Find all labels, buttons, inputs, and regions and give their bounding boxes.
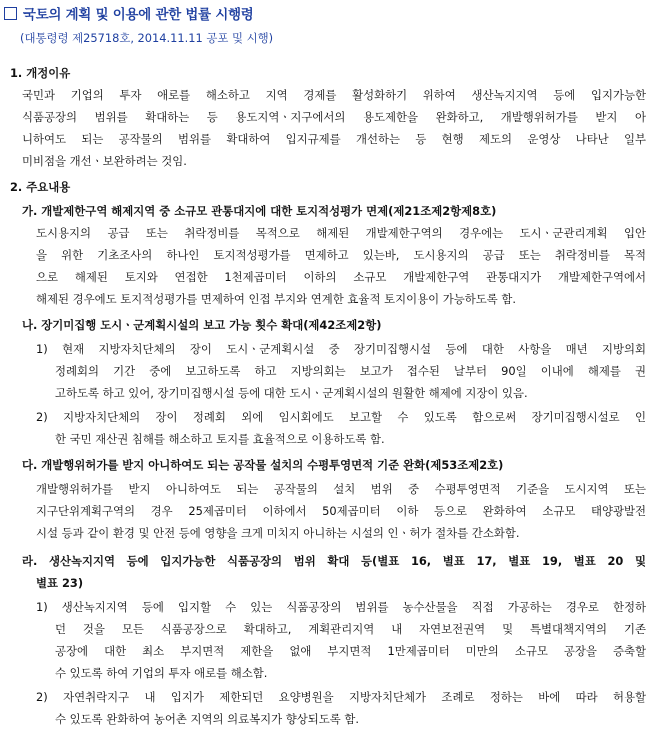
document-title: 국토의 계획 및 이용에 관한 법률 시행령 (23, 8, 254, 23)
list-item-line: 던 것을 모든 식품공장으로 확대하고, 계획관리지역 내 자연보전권역 및 특별대책지역의 기존 (55, 622, 646, 636)
list-item-line: 2) 자연취락지구 내 입지가 제한되던 요양병원을 지방자치단체가 조례로 정하는 바에 따라 허용할 (36, 690, 646, 704)
paragraph-line: 해제된 경우에도 토지적성평가를 면제하여 인접 부지와 연계한 효율적 토지이용이 가능하도록 함. (36, 292, 516, 306)
paragraph-line: 개발행위허가를 받지 아니하여도 되는 공작물의 설치 범위 중 수평투영면적 기준을 도시지역 또는 (36, 482, 646, 496)
subsection-heading-ga: 가. 개발제한구역 해제지역 중 소규모 관통대지에 대한 토지적성평가 면제(제21조제2항제8호) (22, 204, 497, 218)
title-row (4, 4, 254, 23)
paragraph-line: 지구단위계획구역의 경우 25제곱미터 이하에서 50제곱미터 이하 등으로 완화하여 소규모 태양광발전 (36, 504, 646, 518)
paragraph-line: 을 위한 기초조사의 하나인 토지적성평가를 면제하고 있는바, 도시용지의 공급 또는 취락정비를 목적 (36, 248, 646, 262)
paragraph-line: 식품공장의 범위를 확대하는 등 용도지역ㆍ지구에서의 용도제한을 완화하고, 개발행위허가를 받지 아 (22, 110, 646, 124)
list-item-line: 수 있도록 하여 기업의 투자 애로를 해소함. (55, 666, 268, 680)
subsection-heading-na: 나. 장기미집행 도시ㆍ군계획시설의 보고 가능 횟수 확대(제42조제2항) (22, 318, 382, 332)
document-subtitle: (대통령령 제25718호, 2014.11.11 공포 및 시행) (20, 31, 274, 45)
section-heading-reason: 1. 개정이유 (10, 66, 71, 80)
paragraph-line: 국민과 기업의 투자 애로를 해소하고 지역 경제를 활성화하기 위하여 생산녹지지역 등에 입지가능한 (22, 88, 646, 102)
subsection-heading-da: 다. 개발행위허가를 받지 아니하여도 되는 공작물 설치의 수평투영면적 기준 완화(제53조제2호) (22, 458, 504, 472)
checkbox-icon (4, 7, 17, 20)
list-item-line: 정례회의 기간 중에 보고하도록 하고 지방의회는 보고가 접수된 날부터 90일 이내에 해제를 권 (55, 364, 646, 378)
subsection-heading-ra: 라. 생산녹지지역 등에 입지가능한 식품공장의 범위 확대 등(별표 16, 별표 17, 별표 19, 별표 20 및 (22, 554, 646, 568)
section-heading-contents: 2. 주요내용 (10, 180, 71, 194)
paragraph-line: 니하여도 되는 공작물의 범위를 확대하여 입지규제를 개선하는 등 현행 제도의 운영상 나타난 일부 (22, 132, 646, 146)
paragraph-line: 시설 등과 같이 환경 및 안전 등에 영향을 크게 미치지 아니하는 시설의 인ㆍ허가 절차를 간소화함. (36, 526, 520, 540)
paragraph-line: 도시용지의 공급 또는 취락정비를 목적으로 해제된 개발제한구역의 경우에는 도시ㆍ군관리계획 입안 (36, 226, 646, 240)
list-item-line: 한 국민 재산권 침해를 해소하고 토지를 효율적으로 이용하도록 함. (55, 432, 385, 446)
list-item-line: 1) 현재 지방자치단체의 장이 도시ㆍ군계획시설 중 장기미집행시설 등에 대한 사항을 매년 지방의회 (36, 342, 646, 356)
paragraph-line: 으로 해제된 토지와 연접한 1천제곱미터 이하의 소규모 개발제한구역 관통대지가 개발제한구역에서 (36, 270, 646, 284)
subsection-heading-ra-cont: 별표 23) (36, 576, 84, 590)
list-item-line: 2) 지방자치단체의 장이 정례회 외에 임시회에도 보고할 수 있도록 함으로써 장기미집행시설로 인 (36, 410, 646, 424)
list-item-line: 1) 생산녹지지역 등에 입지할 수 있는 식품공장의 범위를 농수산물을 직접 가공하는 경우로 한정하 (36, 600, 646, 614)
list-item-line: 공장에 대한 최소 부지면적 제한을 없애 부지면적 1만제곱미터 미만의 소규모 공장을 증축할 (55, 644, 646, 658)
list-item-line: 수 있도록 완화하여 농어촌 지역의 의료복지가 향상되도록 함. (55, 712, 360, 726)
list-item-line: 고하도록 하고 있어, 장기미집행시설 등에 대한 도시ㆍ군계획시설의 원활한 해제에 지장이 있음. (55, 386, 528, 400)
paragraph-line: 미비점을 개선ㆍ보완하려는 것임. (22, 154, 187, 168)
